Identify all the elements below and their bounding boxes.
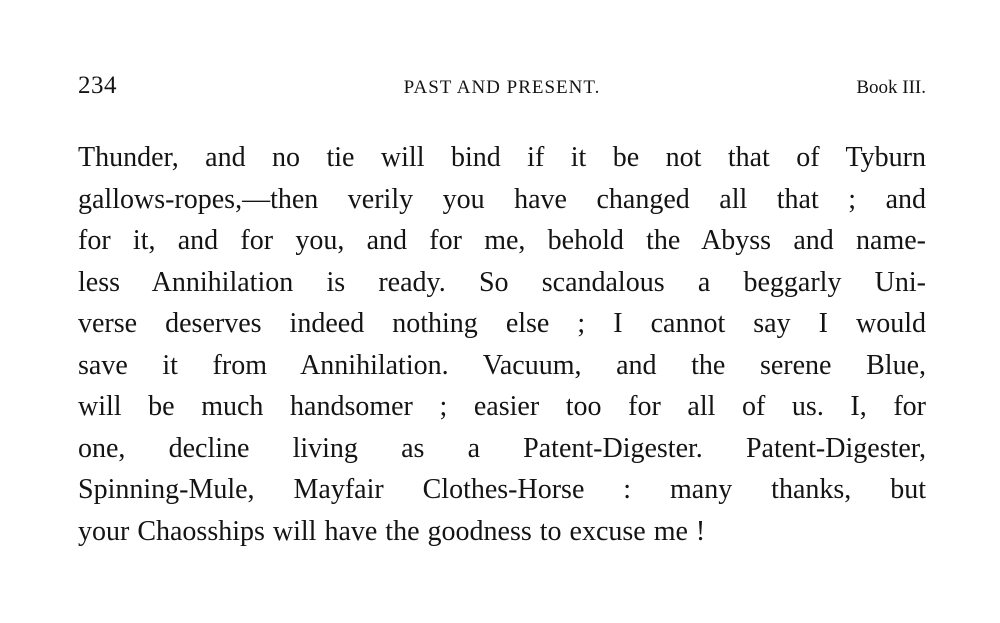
text-line: less Annihilation is ready. So scandalous a beggarly Uni- — [78, 266, 926, 298]
running-title: PAST AND PRESENT. — [403, 77, 601, 98]
text-line: gallows-ropes,—then verily you have changed all that ; and — [78, 183, 926, 215]
text-line: Thunder, and no tie will bind if it be not that of Tyburn — [78, 142, 926, 173]
text-line: your Chaosships will have the goodness to excuse me ! — [78, 515, 706, 547]
page-number: 234 — [78, 72, 117, 99]
text-line: Spinning-Mule, Mayfair Clothes-Horse : many thanks, but — [78, 474, 926, 505]
text-line: will be much handsomer ; easier too for all of us. I, for — [78, 391, 926, 422]
text-line: for it, and for you, and for me, behold the Abyss and name- — [78, 225, 926, 256]
text-line: one, decline living as a Patent-Digester. Patent-Digester, — [78, 432, 926, 464]
book-marker: Book III. — [856, 77, 926, 98]
text-line: verse deserves indeed nothing else ; I cannot say I would — [78, 308, 926, 339]
body-text — [78, 137, 926, 552]
text-line: save it from Annihilation. Vacuum, and the serene Blue, — [78, 349, 926, 381]
running-head — [78, 72, 926, 102]
